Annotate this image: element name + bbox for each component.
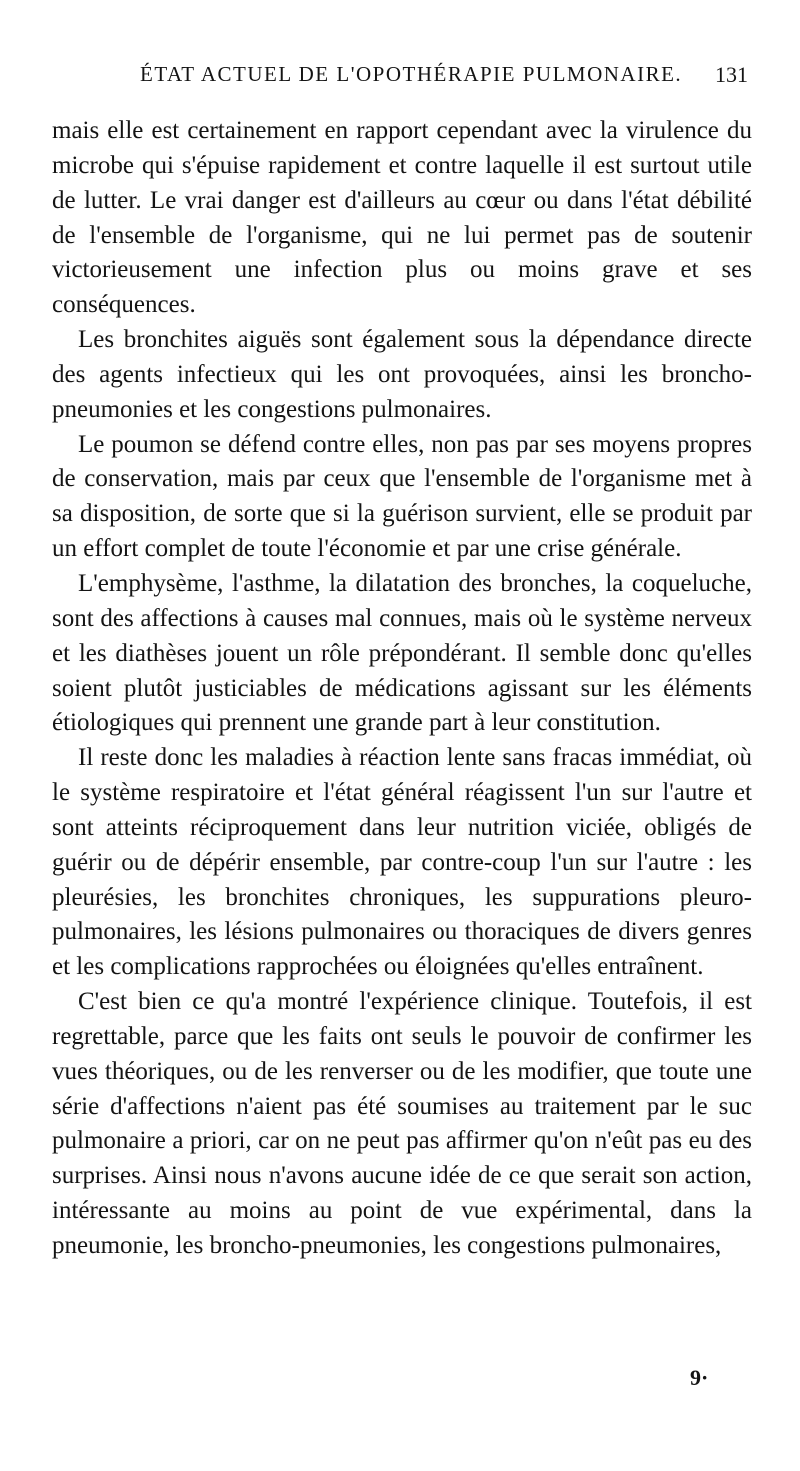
body-text xyxy=(52,114,752,1264)
running-head xyxy=(52,62,748,94)
paragraph-poumon-defense: Le poumon se défend contre elles, non pas par ses moyens propres de conservation, mais par ceux que l'ensemble de l'organisme met à sa disposition, de sorte que si la guérison survient, elle se produit par un effort complet de toute l'économie et par une crise générale. xyxy=(52,430,752,563)
paragraph-bronchites-aigues: Les bronchites aiguës sont également sous la dépendance directe des agents infectieux qui les ont provoquées, ainsi les broncho-pneumonies et les congestions pulmonaires. xyxy=(52,326,752,423)
signature-mark: 9· xyxy=(690,1365,709,1390)
paragraph-emphyseme: L'emphysème, l'asthme, la dilatation des bronches, la coqueluche, sont des affections à causes mal connues, mais où le système nerveux et les diathèses jouent un rôle prépondérant. Il semble donc qu'elles soient plutôt justiciables de médications agissant sur les éléments étiologiques qui prennent une grande part à leur constitution. xyxy=(52,569,752,737)
paragraph-continued: mais elle est certainement en rapport cependant avec la virulence du microbe qui s'épuise rapidement et contre laquelle il est surtout utile de lutter. Le vrai danger est d'ailleurs au cœur ou dans l'état débilité de l'ensemble de l'organisme, qui ne lui permet pas de soutenir victorieusement une infection plus ou moins grave et ses conséquences. xyxy=(52,117,752,319)
paragraph-experience-clinique: C'est bien ce qu'a montré l'expérience clinique. Toutefois, il est regrettable, parce que les faits ont seuls le pouvoir de confirmer les vues théoriques, ou de les renverser ou de les modifier, que toute une série d'affections n'aient pas été soumises au traitement par le suc pulmonaire a priori, car on ne peut pas affirmer qu'on n'eût pas eu des surprises. Ainsi nous n'avons aucune idée de ce que serait son action, intéressante au moins au point de vue expérimental, dans la pneumonie, les broncho-pneumonies, les congestions pulmonaires, xyxy=(52,988,752,1259)
running-title: ÉTAT ACTUEL DE L'OPOTHÉRAPIE PULMONAIRE. xyxy=(140,62,683,86)
page-number: 131 xyxy=(715,62,748,87)
paragraph-maladies-reaction-lente: Il reste donc les maladies à réaction lente sans fracas immédiat, où le système respiratoire et l'état général réagissent l'un sur l'autre et sont atteints réciproquement dans leur nutrition viciée, obligés de guérir ou de dépérir ensemble, par contre-coup l'un sur l'autre : les pleurésies, les bronchites chroniques, les suppurations pleuro-pulmonaires, les lésions pulmonaires ou thoraciques de divers genres et les complications rapprochées ou éloignées qu'elles entraînent. xyxy=(52,744,752,981)
